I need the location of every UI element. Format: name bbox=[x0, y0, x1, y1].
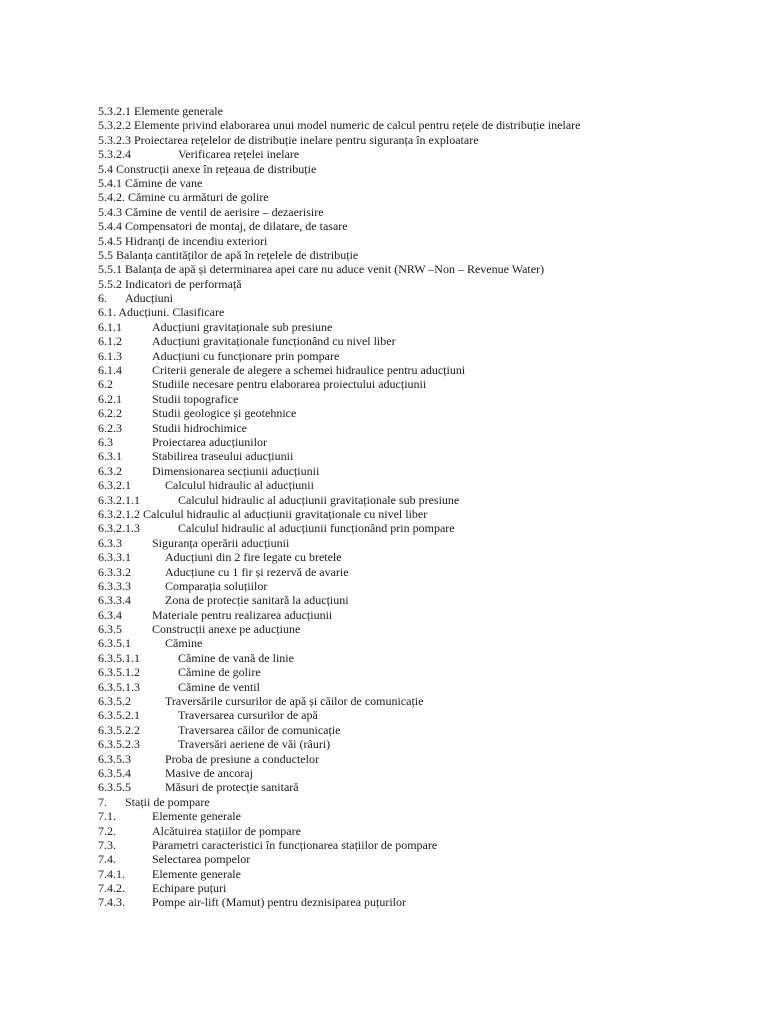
toc-entry-number: 6.3.5 bbox=[98, 622, 122, 637]
toc-line bbox=[98, 838, 738, 852]
toc-entry-number: 6.3.3.2 bbox=[98, 564, 131, 579]
toc-entry-number: 7.4. bbox=[98, 852, 116, 867]
toc-entry-number: 6.3.5.2.3 bbox=[98, 737, 140, 752]
toc-entry-text: 5.4.1 Cămine de vane bbox=[98, 175, 203, 190]
toc-line bbox=[98, 780, 738, 794]
table-of-contents bbox=[98, 104, 738, 910]
toc-line bbox=[98, 507, 738, 521]
toc-entry-number: 6.2.3 bbox=[98, 420, 122, 435]
toc-line bbox=[98, 277, 738, 291]
toc-entry-number: 6.3.5.2.2 bbox=[98, 722, 140, 737]
toc-line bbox=[98, 651, 738, 665]
toc-entry-text: 6.3.2.1.2 Calculul hidraulic al aducțiunii gravitaționale cu nivel liber bbox=[98, 506, 428, 521]
toc-line bbox=[98, 104, 738, 118]
toc-entry-title: Traversarea cursurilor de apă bbox=[178, 708, 318, 723]
toc-entry-number: 6.1.2 bbox=[98, 334, 122, 349]
toc-entry-title: Calculul hidraulic al aducțiunii funcționând prin pompare bbox=[178, 521, 455, 536]
toc-line bbox=[98, 752, 738, 766]
toc-line bbox=[98, 334, 738, 348]
toc-entry-title: Verificarea rețelei inelare bbox=[178, 147, 300, 162]
toc-entry-title: Comparația soluțiilor bbox=[165, 578, 268, 593]
toc-entry-number: 7.2. bbox=[98, 823, 116, 838]
toc-entry-title: Stații de pompare bbox=[125, 794, 210, 809]
toc-entry-title: Studii geologice și geotehnice bbox=[152, 406, 297, 421]
toc-entry-text: 5.3.2.1 Elemente generale bbox=[98, 104, 223, 118]
toc-entry-title: Cămine bbox=[165, 636, 203, 651]
toc-line bbox=[98, 809, 738, 823]
toc-entry-number: 6.3.5.5 bbox=[98, 780, 131, 795]
toc-line bbox=[98, 579, 738, 593]
toc-entry-title: Masive de ancoraj bbox=[165, 765, 253, 780]
toc-entry-number: 6.2.2 bbox=[98, 406, 122, 421]
toc-entry-title: Traversări aeriene de văi (râuri) bbox=[178, 737, 331, 752]
toc-entry-number: 6. bbox=[98, 291, 107, 306]
toc-line bbox=[98, 881, 738, 895]
toc-entry-number: 6.3.2 bbox=[98, 463, 122, 478]
toc-entry-text: 6.1. Aducțiuni. Clasificare bbox=[98, 305, 225, 320]
toc-entry-number: 6.3.4 bbox=[98, 607, 122, 622]
toc-entry-number: 7.3. bbox=[98, 837, 116, 852]
toc-line bbox=[98, 449, 738, 463]
toc-line bbox=[98, 737, 738, 751]
toc-line bbox=[98, 363, 738, 377]
toc-entry-title: Echipare puțuri bbox=[152, 881, 227, 896]
toc-entry-text: 5.4.4 Compensatori de montaj, de dilatare, de tasare bbox=[98, 219, 348, 234]
toc-line bbox=[98, 622, 738, 636]
toc-line bbox=[98, 147, 738, 161]
toc-line bbox=[98, 766, 738, 780]
toc-line bbox=[98, 392, 738, 406]
toc-entry-title: Calculul hidraulic al aducțiunii gravitaționale sub presiune bbox=[178, 492, 460, 507]
toc-line bbox=[98, 708, 738, 722]
toc-entry-number: 6.3.3.4 bbox=[98, 593, 131, 608]
toc-line bbox=[98, 478, 738, 492]
toc-line bbox=[98, 464, 738, 478]
toc-line bbox=[98, 190, 738, 204]
toc-entry-title: Cămine de ventil bbox=[178, 679, 260, 694]
toc-entry-number: 6.2.1 bbox=[98, 391, 122, 406]
toc-entry-title: Calculul hidraulic al aducțiunii bbox=[165, 478, 314, 493]
toc-entry-number: 7.4.3. bbox=[98, 895, 125, 910]
toc-line bbox=[98, 593, 738, 607]
toc-entry-title: Pompe air-lift (Mamut) pentru deznisiparea puțurilor bbox=[152, 895, 407, 910]
toc-entry-title: Studiile necesare pentru elaborarea proiectului aducțiunii bbox=[152, 377, 427, 392]
toc-entry-title: Aducțiuni bbox=[125, 291, 173, 306]
toc-line bbox=[98, 234, 738, 248]
toc-entry-number: 7. bbox=[98, 794, 107, 809]
toc-entry-title: Selectarea pompelor bbox=[152, 852, 251, 867]
toc-line bbox=[98, 680, 738, 694]
toc-entry-title: Construcții anexe pe aducțiune bbox=[152, 622, 301, 637]
toc-line bbox=[98, 118, 738, 132]
toc-entry-title: Alcătuirea stațiilor de pompare bbox=[152, 823, 301, 838]
toc-entry-number: 6.3.5.2.1 bbox=[98, 708, 140, 723]
toc-entry-number: 6.3.5.1 bbox=[98, 636, 131, 651]
toc-entry-title: Criterii generale de alegere a schemei hidraulice pentru aducțiuni bbox=[152, 363, 466, 378]
toc-line bbox=[98, 550, 738, 564]
toc-entry-number: 6.3.5.1.2 bbox=[98, 665, 140, 680]
toc-line bbox=[98, 723, 738, 737]
toc-entry-title: Măsuri de protecție sanitară bbox=[165, 780, 299, 795]
toc-entry-number: 6.3.2.1 bbox=[98, 478, 131, 493]
toc-line bbox=[98, 377, 738, 391]
toc-entry-number: 6.3.3 bbox=[98, 535, 122, 550]
toc-entry-number: 6.3.3.3 bbox=[98, 578, 131, 593]
toc-entry-number: 6.1.1 bbox=[98, 319, 122, 334]
toc-line bbox=[98, 536, 738, 550]
toc-line bbox=[98, 205, 738, 219]
toc-entry-number: 7.4.2. bbox=[98, 881, 125, 896]
toc-entry-number: 6.3.2.1.3 bbox=[98, 521, 140, 536]
toc-entry-number: 7.1. bbox=[98, 809, 116, 824]
toc-line bbox=[98, 435, 738, 449]
toc-entry-title: Aducțiuni cu funcționare prin pompare bbox=[152, 348, 340, 363]
toc-entry-title: Materiale pentru realizarea aducțiunii bbox=[152, 607, 333, 622]
toc-line bbox=[98, 636, 738, 650]
toc-entry-title: Traversarea căilor de comunicație bbox=[178, 722, 341, 737]
toc-entry-text: 5.5.2 Indicatori de performață bbox=[98, 276, 242, 291]
toc-entry-title: Proiectarea aducțiunilor bbox=[152, 434, 267, 449]
toc-entry-title: Zona de protecție sanitară la aducțiuni bbox=[165, 593, 349, 608]
toc-line bbox=[98, 219, 738, 233]
toc-line bbox=[98, 248, 738, 262]
toc-entry-number: 6.3.2.1.1 bbox=[98, 492, 140, 507]
toc-entry-number: 6.3 bbox=[98, 434, 113, 449]
toc-entry-title: Studii topografice bbox=[152, 391, 239, 406]
toc-line bbox=[98, 824, 738, 838]
toc-entry-title: Studii hidrochimice bbox=[152, 420, 247, 435]
toc-entry-number: 6.3.5.1.1 bbox=[98, 650, 140, 665]
toc-entry-text: 5.4.3 Cămine de ventil de aerisire – dezaerisire bbox=[98, 204, 324, 219]
toc-line bbox=[98, 565, 738, 579]
toc-entry-title: Aducțiune cu 1 fir și rezervă de avarie bbox=[165, 564, 349, 579]
toc-entry-text: 5.5.1 Balanța de apă și determinarea apei care nu aduce venit (NRW –Non – Revenue Water) bbox=[98, 262, 545, 277]
toc-line bbox=[98, 406, 738, 420]
toc-line bbox=[98, 665, 738, 679]
toc-line bbox=[98, 852, 738, 866]
toc-entry-title: Cămine de vană de linie bbox=[178, 650, 294, 665]
toc-line bbox=[98, 133, 738, 147]
toc-entry-text: 5.4.5 Hidranți de incendiu exteriori bbox=[98, 233, 268, 248]
toc-entry-text: 5.3.2.2 Elemente privind elaborarea unui model numeric de calcul pentru rețele de distribuție inelare bbox=[98, 118, 581, 133]
toc-line bbox=[98, 895, 738, 909]
toc-entry-title: Elemente generale bbox=[152, 809, 241, 824]
toc-entry-number: 6.3.5.2 bbox=[98, 694, 131, 709]
toc-entry-number: 6.3.5.4 bbox=[98, 765, 131, 780]
toc-entry-number: 6.3.3.1 bbox=[98, 550, 131, 565]
toc-entry-number: 6.3.1 bbox=[98, 449, 122, 464]
toc-entry-number: 6.3.5.3 bbox=[98, 751, 131, 766]
toc-line bbox=[98, 349, 738, 363]
toc-entry-title: Aducțiuni gravitaționale funcționând cu nivel liber bbox=[152, 334, 396, 349]
toc-line bbox=[98, 305, 738, 319]
toc-entry-title: Cămine de golire bbox=[178, 665, 261, 680]
toc-entry-number: 6.2 bbox=[98, 377, 113, 392]
toc-line bbox=[98, 262, 738, 276]
toc-line bbox=[98, 867, 738, 881]
toc-entry-number: 6.3.5.1.3 bbox=[98, 679, 140, 694]
toc-entry-title: Elemente generale bbox=[152, 866, 241, 881]
toc-entry-title: Parametri caracteristici în funcționarea stațiilor de pompare bbox=[152, 837, 438, 852]
toc-line bbox=[98, 493, 738, 507]
toc-entry-text: 5.3.2.3 Proiectarea rețelelor de distribuție inelare pentru siguranța în exploatare bbox=[98, 132, 479, 147]
toc-entry-title: Proba de presiune a conductelor bbox=[165, 751, 319, 766]
toc-line bbox=[98, 291, 738, 305]
toc-line bbox=[98, 162, 738, 176]
toc-line bbox=[98, 795, 738, 809]
toc-entry-title: Dimensionarea secțiunii aducțiunii bbox=[152, 463, 320, 478]
toc-entry-number: 5.3.2.4 bbox=[98, 147, 131, 162]
toc-entry-text: 5.4 Construcții anexe în rețeaua de distribuție bbox=[98, 161, 317, 176]
toc-line bbox=[98, 521, 738, 535]
toc-entry-title: Aducțiuni gravitaționale sub presiune bbox=[152, 319, 333, 334]
toc-entry-number: 6.1.4 bbox=[98, 363, 122, 378]
toc-entry-text: 5.5 Balanța cantităților de apă în rețelele de distribuție bbox=[98, 247, 359, 262]
toc-entry-title: Traversările cursurilor de apă și căilor de comunicație bbox=[165, 694, 424, 709]
toc-entry-title: Siguranța operării aducțiunii bbox=[152, 535, 290, 550]
toc-line bbox=[98, 608, 738, 622]
toc-entry-text: 5.4.2. Cămine cu armături de golire bbox=[98, 190, 269, 205]
toc-line bbox=[98, 421, 738, 435]
toc-entry-title: Aducțiuni din 2 fire legate cu bretele bbox=[165, 550, 342, 565]
toc-entry-number: 6.1.3 bbox=[98, 348, 122, 363]
toc-line bbox=[98, 694, 738, 708]
toc-line bbox=[98, 320, 738, 334]
toc-line bbox=[98, 176, 738, 190]
toc-entry-number: 7.4.1. bbox=[98, 866, 125, 881]
toc-entry-title: Stabilirea traseului aducțiunii bbox=[152, 449, 294, 464]
